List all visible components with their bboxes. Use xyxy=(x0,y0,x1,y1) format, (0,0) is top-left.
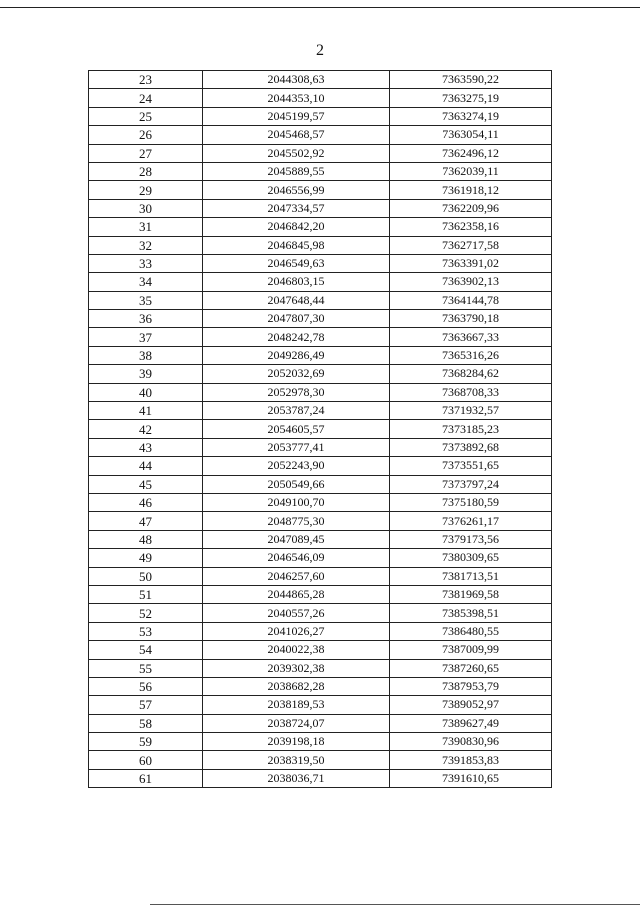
y-coordinate-cell: 7385398,51 xyxy=(390,604,552,622)
x-coordinate-cell: 2045502,92 xyxy=(203,144,390,162)
y-coordinate-cell: 7373892,68 xyxy=(390,438,552,456)
y-coordinate-cell: 7362209,96 xyxy=(390,199,552,217)
table-row xyxy=(89,475,552,493)
point-number-cell: 34 xyxy=(89,273,203,291)
table-row xyxy=(89,641,552,659)
table-row xyxy=(89,420,552,438)
y-coordinate-cell: 7371932,57 xyxy=(390,402,552,420)
table-row xyxy=(89,89,552,107)
point-number-cell: 61 xyxy=(89,769,203,787)
x-coordinate-cell: 2047089,45 xyxy=(203,530,390,548)
y-coordinate-cell: 7364144,78 xyxy=(390,291,552,309)
y-coordinate-cell: 7373185,23 xyxy=(390,420,552,438)
y-coordinate-cell: 7387260,65 xyxy=(390,659,552,677)
table-row xyxy=(89,107,552,125)
x-coordinate-cell: 2038724,07 xyxy=(203,714,390,732)
point-number-cell: 42 xyxy=(89,420,203,438)
x-coordinate-cell: 2044308,63 xyxy=(203,71,390,89)
y-coordinate-cell: 7373551,65 xyxy=(390,457,552,475)
y-coordinate-cell: 7379173,56 xyxy=(390,530,552,548)
x-coordinate-cell: 2045889,55 xyxy=(203,162,390,180)
table-row xyxy=(89,71,552,89)
point-number-cell: 36 xyxy=(89,310,203,328)
point-number-cell: 44 xyxy=(89,457,203,475)
point-number-cell: 37 xyxy=(89,328,203,346)
point-number-cell: 53 xyxy=(89,622,203,640)
table-row xyxy=(89,236,552,254)
point-number-cell: 23 xyxy=(89,71,203,89)
y-coordinate-cell: 7373797,24 xyxy=(390,475,552,493)
x-coordinate-cell: 2038189,53 xyxy=(203,696,390,714)
x-coordinate-cell: 2040557,26 xyxy=(203,604,390,622)
x-coordinate-cell: 2047334,57 xyxy=(203,199,390,217)
x-coordinate-cell: 2045468,57 xyxy=(203,126,390,144)
table-row xyxy=(89,310,552,328)
table-row xyxy=(89,291,552,309)
x-coordinate-cell: 2047807,30 xyxy=(203,310,390,328)
x-coordinate-cell: 2046556,99 xyxy=(203,181,390,199)
x-coordinate-cell: 2038036,71 xyxy=(203,769,390,787)
coordinates-table-body xyxy=(89,71,552,788)
point-number-cell: 50 xyxy=(89,567,203,585)
x-coordinate-cell: 2050549,66 xyxy=(203,475,390,493)
x-coordinate-cell: 2040022,38 xyxy=(203,641,390,659)
x-coordinate-cell: 2049100,70 xyxy=(203,493,390,511)
x-coordinate-cell: 2045199,57 xyxy=(203,107,390,125)
table-row xyxy=(89,549,552,567)
x-coordinate-cell: 2052978,30 xyxy=(203,383,390,401)
y-coordinate-cell: 7391610,65 xyxy=(390,769,552,787)
table-row xyxy=(89,218,552,236)
y-coordinate-cell: 7387953,79 xyxy=(390,677,552,695)
point-number-cell: 26 xyxy=(89,126,203,144)
x-coordinate-cell: 2049286,49 xyxy=(203,346,390,364)
table-row xyxy=(89,328,552,346)
x-coordinate-cell: 2044865,28 xyxy=(203,585,390,603)
x-coordinate-cell: 2046803,15 xyxy=(203,273,390,291)
x-coordinate-cell: 2046257,60 xyxy=(203,567,390,585)
y-coordinate-cell: 7368708,33 xyxy=(390,383,552,401)
x-coordinate-cell: 2053787,24 xyxy=(203,402,390,420)
table-row xyxy=(89,383,552,401)
x-coordinate-cell: 2046845,98 xyxy=(203,236,390,254)
x-coordinate-cell: 2038682,28 xyxy=(203,677,390,695)
table-row xyxy=(89,493,552,511)
x-coordinate-cell: 2044353,10 xyxy=(203,89,390,107)
table-row xyxy=(89,346,552,364)
point-number-cell: 57 xyxy=(89,696,203,714)
y-coordinate-cell: 7363274,19 xyxy=(390,107,552,125)
y-coordinate-cell: 7361918,12 xyxy=(390,181,552,199)
point-number-cell: 33 xyxy=(89,254,203,272)
table-row xyxy=(89,162,552,180)
table-row xyxy=(89,733,552,751)
table-row xyxy=(89,567,552,585)
point-number-cell: 28 xyxy=(89,162,203,180)
x-coordinate-cell: 2048775,30 xyxy=(203,512,390,530)
coordinates-table xyxy=(88,70,552,788)
table-row xyxy=(89,677,552,695)
point-number-cell: 51 xyxy=(89,585,203,603)
x-coordinate-cell: 2052243,90 xyxy=(203,457,390,475)
table-row xyxy=(89,254,552,272)
y-coordinate-cell: 7363275,19 xyxy=(390,89,552,107)
table-row xyxy=(89,530,552,548)
table-row xyxy=(89,273,552,291)
page-number: 2 xyxy=(316,42,324,59)
point-number-cell: 47 xyxy=(89,512,203,530)
table-row xyxy=(89,199,552,217)
y-coordinate-cell: 7368284,62 xyxy=(390,365,552,383)
y-coordinate-cell: 7363902,13 xyxy=(390,273,552,291)
point-number-cell: 54 xyxy=(89,641,203,659)
y-coordinate-cell: 7390830,96 xyxy=(390,733,552,751)
y-coordinate-cell: 7381969,58 xyxy=(390,585,552,603)
point-number-cell: 58 xyxy=(89,714,203,732)
point-number-cell: 55 xyxy=(89,659,203,677)
point-number-cell: 48 xyxy=(89,530,203,548)
point-number-cell: 27 xyxy=(89,144,203,162)
x-coordinate-cell: 2052032,69 xyxy=(203,365,390,383)
point-number-cell: 30 xyxy=(89,199,203,217)
x-coordinate-cell: 2046546,09 xyxy=(203,549,390,567)
point-number-cell: 39 xyxy=(89,365,203,383)
table-row xyxy=(89,622,552,640)
table-row xyxy=(89,585,552,603)
point-number-cell: 59 xyxy=(89,733,203,751)
point-number-cell: 60 xyxy=(89,751,203,769)
x-coordinate-cell: 2047648,44 xyxy=(203,291,390,309)
y-coordinate-cell: 7389052,97 xyxy=(390,696,552,714)
table-row xyxy=(89,696,552,714)
point-number-cell: 40 xyxy=(89,383,203,401)
x-coordinate-cell: 2039302,38 xyxy=(203,659,390,677)
point-number-cell: 49 xyxy=(89,549,203,567)
point-number-cell: 56 xyxy=(89,677,203,695)
point-number-cell: 45 xyxy=(89,475,203,493)
table-row xyxy=(89,714,552,732)
point-number-cell: 32 xyxy=(89,236,203,254)
point-number-cell: 24 xyxy=(89,89,203,107)
scan-edge-top xyxy=(0,7,640,8)
y-coordinate-cell: 7363590,22 xyxy=(390,71,552,89)
y-coordinate-cell: 7363790,18 xyxy=(390,310,552,328)
y-coordinate-cell: 7362496,12 xyxy=(390,144,552,162)
y-coordinate-cell: 7365316,26 xyxy=(390,346,552,364)
x-coordinate-cell: 2054605,57 xyxy=(203,420,390,438)
point-number-cell: 35 xyxy=(89,291,203,309)
y-coordinate-cell: 7362039,11 xyxy=(390,162,552,180)
y-coordinate-cell: 7362358,16 xyxy=(390,218,552,236)
y-coordinate-cell: 7376261,17 xyxy=(390,512,552,530)
table-row xyxy=(89,512,552,530)
y-coordinate-cell: 7391853,83 xyxy=(390,751,552,769)
table-row xyxy=(89,402,552,420)
point-number-cell: 43 xyxy=(89,438,203,456)
y-coordinate-cell: 7375180,59 xyxy=(390,493,552,511)
table-row xyxy=(89,365,552,383)
table-row xyxy=(89,604,552,622)
point-number-cell: 41 xyxy=(89,402,203,420)
table-row xyxy=(89,181,552,199)
y-coordinate-cell: 7386480,55 xyxy=(390,622,552,640)
table-row xyxy=(89,751,552,769)
point-number-cell: 52 xyxy=(89,604,203,622)
y-coordinate-cell: 7381713,51 xyxy=(390,567,552,585)
table-row xyxy=(89,457,552,475)
point-number-cell: 29 xyxy=(89,181,203,199)
table-row xyxy=(89,144,552,162)
x-coordinate-cell: 2053777,41 xyxy=(203,438,390,456)
table-row xyxy=(89,438,552,456)
x-coordinate-cell: 2038319,50 xyxy=(203,751,390,769)
x-coordinate-cell: 2046842,20 xyxy=(203,218,390,236)
x-coordinate-cell: 2046549,63 xyxy=(203,254,390,272)
point-number-cell: 46 xyxy=(89,493,203,511)
table-row xyxy=(89,659,552,677)
table-row xyxy=(89,126,552,144)
y-coordinate-cell: 7362717,58 xyxy=(390,236,552,254)
y-coordinate-cell: 7389627,49 xyxy=(390,714,552,732)
y-coordinate-cell: 7363054,11 xyxy=(390,126,552,144)
y-coordinate-cell: 7363667,33 xyxy=(390,328,552,346)
y-coordinate-cell: 7363391,02 xyxy=(390,254,552,272)
x-coordinate-cell: 2041026,27 xyxy=(203,622,390,640)
y-coordinate-cell: 7380309,65 xyxy=(390,549,552,567)
x-coordinate-cell: 2039198,18 xyxy=(203,733,390,751)
y-coordinate-cell: 7387009,99 xyxy=(390,641,552,659)
table-row xyxy=(89,769,552,787)
point-number-cell: 25 xyxy=(89,107,203,125)
point-number-cell: 31 xyxy=(89,218,203,236)
point-number-cell: 38 xyxy=(89,346,203,364)
x-coordinate-cell: 2048242,78 xyxy=(203,328,390,346)
